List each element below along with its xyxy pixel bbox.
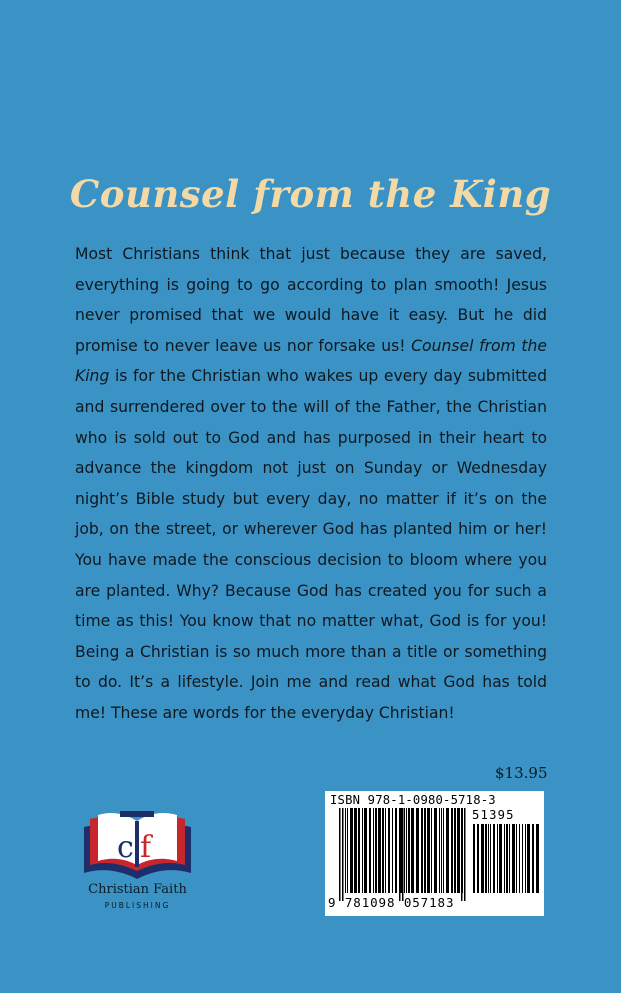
barcode-bar	[519, 824, 520, 893]
barcode-bar	[481, 824, 484, 893]
barcode-bar	[427, 808, 430, 893]
isbn-number: ISBN 978-1-0980-5718-3	[330, 793, 496, 807]
barcode-bar	[532, 824, 534, 893]
barcode-bar	[385, 808, 386, 893]
open-book-icon	[80, 807, 195, 885]
barcode-bar	[512, 824, 515, 893]
isbn-barcode	[325, 791, 544, 916]
barcode-bar	[499, 824, 502, 893]
barcode-bar	[373, 808, 374, 893]
barcode-bar	[497, 824, 498, 893]
logo-letter-c: c	[117, 830, 134, 865]
barcode-bar	[369, 808, 371, 893]
barcode-bar	[488, 824, 489, 893]
barcode-bar	[392, 808, 393, 893]
barcode-bar	[454, 808, 456, 893]
barcode-bar	[525, 824, 526, 893]
barcode-bar	[439, 808, 440, 893]
barcode-bar	[358, 808, 360, 893]
barcode-bar	[434, 808, 437, 893]
book-description	[75, 239, 547, 729]
price-add-on-code: 51395	[472, 808, 515, 822]
barcode-bar	[457, 808, 460, 893]
barcode-bar	[446, 808, 449, 893]
description-text-part1: Most Christians think that just because they are saved, everything is going to go according to plan smooth! Jesus never promised that we would have it easy. But he did promise to never leave us nor forsake us!	[75, 245, 547, 355]
barcode-bar	[395, 808, 397, 893]
barcode-bar	[378, 808, 381, 893]
barcode-bar	[504, 824, 505, 893]
barcode-bar	[536, 824, 539, 893]
description-italic-title: Counsel from the King	[75, 336, 547, 386]
barcode-bar	[375, 808, 377, 893]
barcode-guard-bar	[464, 808, 466, 901]
barcode-bar	[431, 808, 432, 893]
ean-digits: 9 781098 057183	[328, 895, 455, 910]
barcode-bar	[406, 808, 407, 893]
barcode-guard-bar	[402, 808, 404, 901]
barcode-guard-bar	[399, 808, 401, 901]
barcode-bar	[522, 824, 523, 893]
price-label: $13.95	[495, 764, 548, 782]
barcode-guard-bar	[342, 808, 344, 901]
barcode-guard-bar	[339, 808, 341, 901]
book-title: Counsel from the King	[69, 172, 552, 216]
barcode-bar	[443, 808, 444, 893]
barcode-bar	[364, 808, 367, 893]
barcode-bar	[345, 808, 346, 893]
barcode-bar	[509, 824, 510, 893]
barcode-bar	[411, 808, 414, 893]
barcode-bar	[441, 808, 442, 893]
logo-letter-f: f	[140, 830, 152, 865]
publisher-subtitle: PUBLISHING	[104, 901, 171, 910]
barcode-bar	[404, 808, 405, 893]
barcode-bar	[362, 808, 363, 893]
barcode-bar	[416, 808, 419, 893]
barcode-bar	[477, 824, 479, 893]
barcode-bar	[490, 824, 491, 893]
barcode-bar	[382, 808, 384, 893]
barcode-bar	[527, 824, 530, 893]
barcode-bar	[516, 824, 517, 893]
barcode-bar	[408, 808, 410, 893]
barcode-bar	[451, 808, 453, 893]
barcode-bar	[506, 824, 508, 893]
barcode-bar	[354, 808, 357, 893]
description-text-part2: is for the Christian who wakes up every day submitted and surrendered over to the will of the Father, the Christian who is sold out to God and has purposed in their heart to advance the kingdom not just on Sunday or Wednesday night’s Bible study but every day, no matter if it’s on the job, on the street, or wherever God has planted him or her! You have made the conscious decision to bloom where you are planted. Why? Because God has created you for such a time as this! You know that no matter what, God is for you! Being a Christian is so much more than a title or something to do. It’s a lifestyle. Join me and read what God has told me! These are words for the everyday Christian!	[75, 367, 547, 722]
publisher-name: Christian Faith	[88, 882, 187, 897]
barcode-bar	[493, 824, 495, 893]
barcode-bar	[424, 808, 426, 893]
barcode-guard-bar	[461, 808, 463, 901]
barcode-bar	[388, 808, 390, 893]
barcode-bar	[421, 808, 423, 893]
barcode-bar	[485, 824, 487, 893]
barcode-bar	[473, 824, 475, 893]
barcode-bar	[350, 808, 353, 893]
barcode-bar	[347, 808, 348, 893]
